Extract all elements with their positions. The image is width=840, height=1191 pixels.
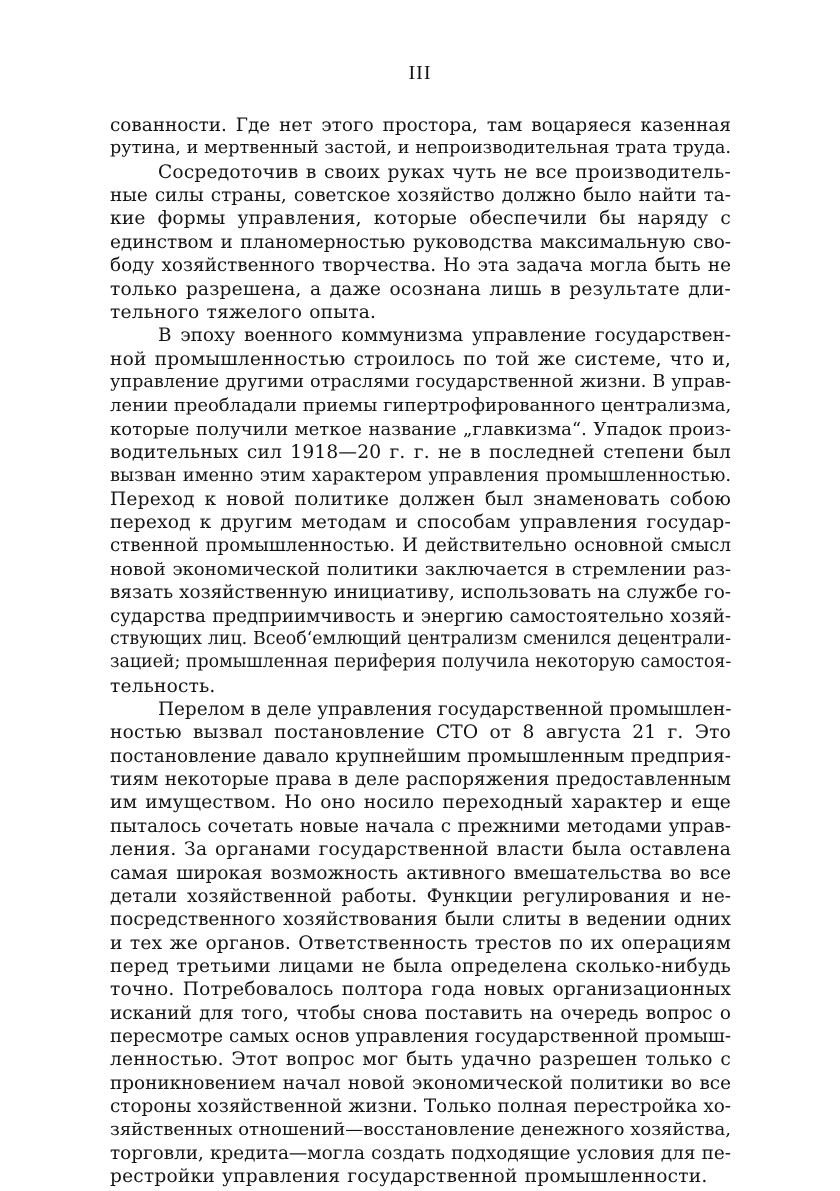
text-line: торговли, кредита—могла создать подходящие условия для пе- (110, 1142, 731, 1164)
text-line: детали хозяйственной работы. Функции регулирования и не- (110, 885, 731, 907)
text-line: тельность. (110, 675, 216, 697)
text-line: вызван именно этим характером управления промышленностью. (110, 465, 731, 487)
text-line: В эпоху военного коммунизма управление государствен- (158, 325, 731, 347)
text-line: вязать хозяйственную инициативу, использовать на службе го- (110, 582, 731, 604)
text-line: посредственного хозяйствования были слиты в ведении одних (110, 909, 731, 931)
text-line: рестройки управления государственной промышленности. (110, 1166, 708, 1188)
text-line: сударства предприимчивость и энергию самостоятельно хозяй- (110, 605, 731, 627)
text-line: перед третьими лицами не была определена сколько-нибудь (110, 955, 731, 977)
text-line: водительных сил 1918—20 г. г. не в последней степени был (110, 442, 731, 464)
text-line: ления. За органами государственной власти была оставлена (110, 839, 731, 861)
text-line: ностью вызвал постановление СТО от 8 августа 21 г. Это (110, 722, 731, 744)
text-line: зацией; промышленная периферия получила некоторую самостоя- (110, 652, 732, 673)
text-line: самая широкая возможность активного вмешательства во все (110, 862, 731, 884)
text-line: новой экономической политики заключается в стремлении раз- (110, 558, 731, 580)
text-line: Сосредоточив в своих руках чуть не все производитель- (158, 161, 731, 183)
text-line: Перелом в деле управления государственной промышлен- (158, 698, 732, 720)
text-line: ствующих лиц. Всеоб‘емлющий централизм сменился децентрали- (110, 628, 731, 649)
text-line: Переход к новой политике должен был знаменовать собою (110, 488, 731, 510)
text-line: тельного тяжелого опыта. (110, 301, 377, 323)
text-line: тиям некоторые права в деле распоряжения предоставленным (110, 769, 731, 791)
text-line: кие формы управления, которые обеспечили бы наряду с (110, 208, 731, 230)
text-line: и тех же органов. Ответственность трестов по их операциям (110, 932, 731, 954)
text-line: переход к другим методам и способам управления государ- (110, 512, 731, 534)
text-line: стороны хозяйственной жизни. Только полная перестройка хо- (110, 1096, 731, 1118)
text-line: единством и планомерностью руководства максимальную сво- (110, 231, 731, 253)
body-text (110, 114, 731, 1189)
text-line: лении преобладали приемы гипертрофированного централизма, (110, 395, 732, 417)
text-line: ные силы страны, советское хозяйство должно было найти та- (110, 185, 731, 207)
text-line: ственной промышленностью. И действительно основной смысл (110, 535, 731, 557)
text-line: постановление давало крупнейшим промышленным предприя- (110, 745, 731, 767)
text-line: пересмотре самых основ управления государственной промыш- (110, 1026, 731, 1048)
text-line: ной промышленностью строилось по той же системе, что и, (110, 348, 731, 370)
text-line: управление другими отраслями государственной жизни. В управ- (110, 371, 731, 392)
text-line: ленностью. Этот вопрос мог быть удачно разрешен только с (110, 1049, 731, 1071)
text-line: пыталось сочетать новые начала с прежними методами управ- (110, 815, 731, 837)
text-line: исканий для того, чтобы снова поставить на очередь вопрос о (110, 1002, 731, 1024)
page-number: III (408, 62, 432, 84)
text-line: им имуществом. Но оно носило переходный характер и еще (110, 792, 731, 814)
text-line: боду хозяйственного творчества. Но эта задача могла быть не (110, 255, 731, 277)
text-line: зяйственных отношений—восстановление денежного хозяйства, (110, 1119, 731, 1141)
text-line: рутина, и мертвенный застой, и непроизводительная трата труда. (110, 138, 731, 159)
text-line: которые получили меткое название „главкизма“. Упадок произ- (110, 418, 731, 440)
text-line: сованности. Где нет этого простора, там воцаряеся казенная (110, 115, 731, 136)
text-line: проникновением начал новой экономической политики во все (110, 1072, 731, 1094)
text-line: только разрешена, а даже осознана лишь в результате дли- (110, 278, 731, 300)
text-line: точно. Потребовалось полтора года новых организационных (110, 979, 731, 1001)
